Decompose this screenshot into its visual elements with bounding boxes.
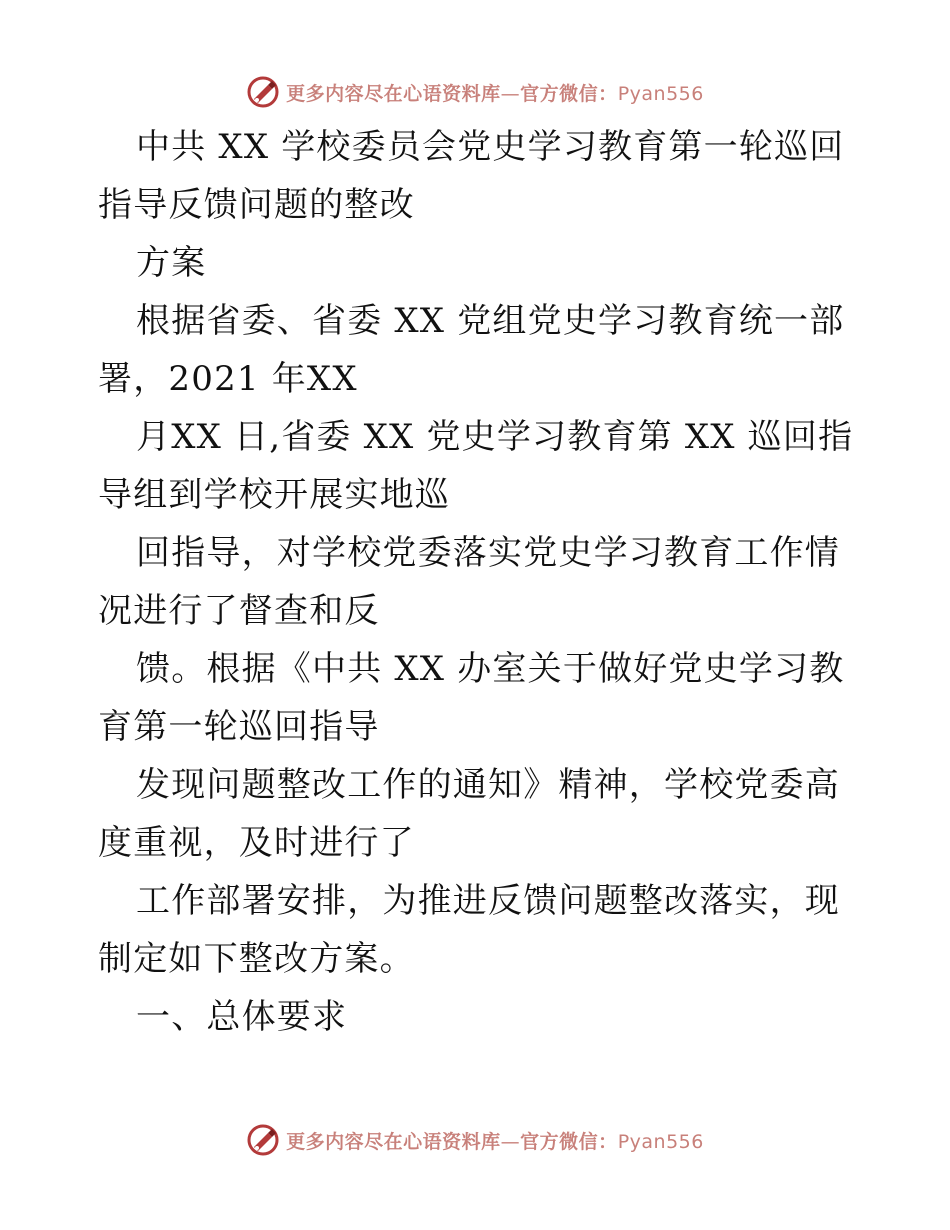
watermark-official-label: 官方微信： — [520, 82, 618, 105]
watermark-dash: — — [500, 82, 521, 105]
doc-paragraph: 发现问题整改工作的通知》精神，学校党委高度重视，及时进行了 — [98, 765, 840, 863]
watermark-banner-top — [0, 72, 950, 112]
doc-paragraph: 馈。根据《中共 XX 办室关于做好党史学习教育第一轮巡回指导 — [98, 649, 845, 747]
pen-logo-icon — [246, 75, 280, 109]
pen-logo-icon — [246, 1123, 280, 1157]
watermark-text — [286, 79, 704, 106]
watermark-account: Pyan556 — [617, 82, 704, 105]
watermark-site-name: 更多内容尽在心语资料库 — [286, 82, 501, 105]
watermark-account: Pyan556 — [617, 1130, 704, 1153]
watermark-site-name: 更多内容尽在心语资料库 — [286, 1130, 501, 1153]
doc-paragraph: 月XX 日,省委 XX 党史学习教育第 XX 巡回指导组到学校开展实地巡 — [98, 417, 854, 515]
section-heading: 一、总体要求 — [136, 997, 348, 1037]
doc-paragraph: 根据省委、省委 XX 党组党史学习教育统一部署，2021 年XX — [98, 301, 845, 399]
doc-title-line-1: 中共 XX 学校委员会党史学习教育第一轮巡回指导反馈问题的整改 — [98, 127, 845, 225]
watermark-dash: — — [500, 1130, 521, 1153]
watermark-banner-bottom — [0, 1120, 950, 1160]
watermark-official-label: 官方微信： — [520, 1130, 618, 1153]
doc-title-line-2: 方案 — [136, 243, 207, 283]
document-body — [98, 118, 854, 1046]
watermark-text — [286, 1127, 704, 1154]
doc-paragraph: 回指导，对学校党委落实党史学习教育工作情况进行了督查和反 — [98, 533, 840, 631]
doc-paragraph: 工作部署安排，为推进反馈问题整改落实，现制定如下整改方案。 — [98, 881, 840, 979]
